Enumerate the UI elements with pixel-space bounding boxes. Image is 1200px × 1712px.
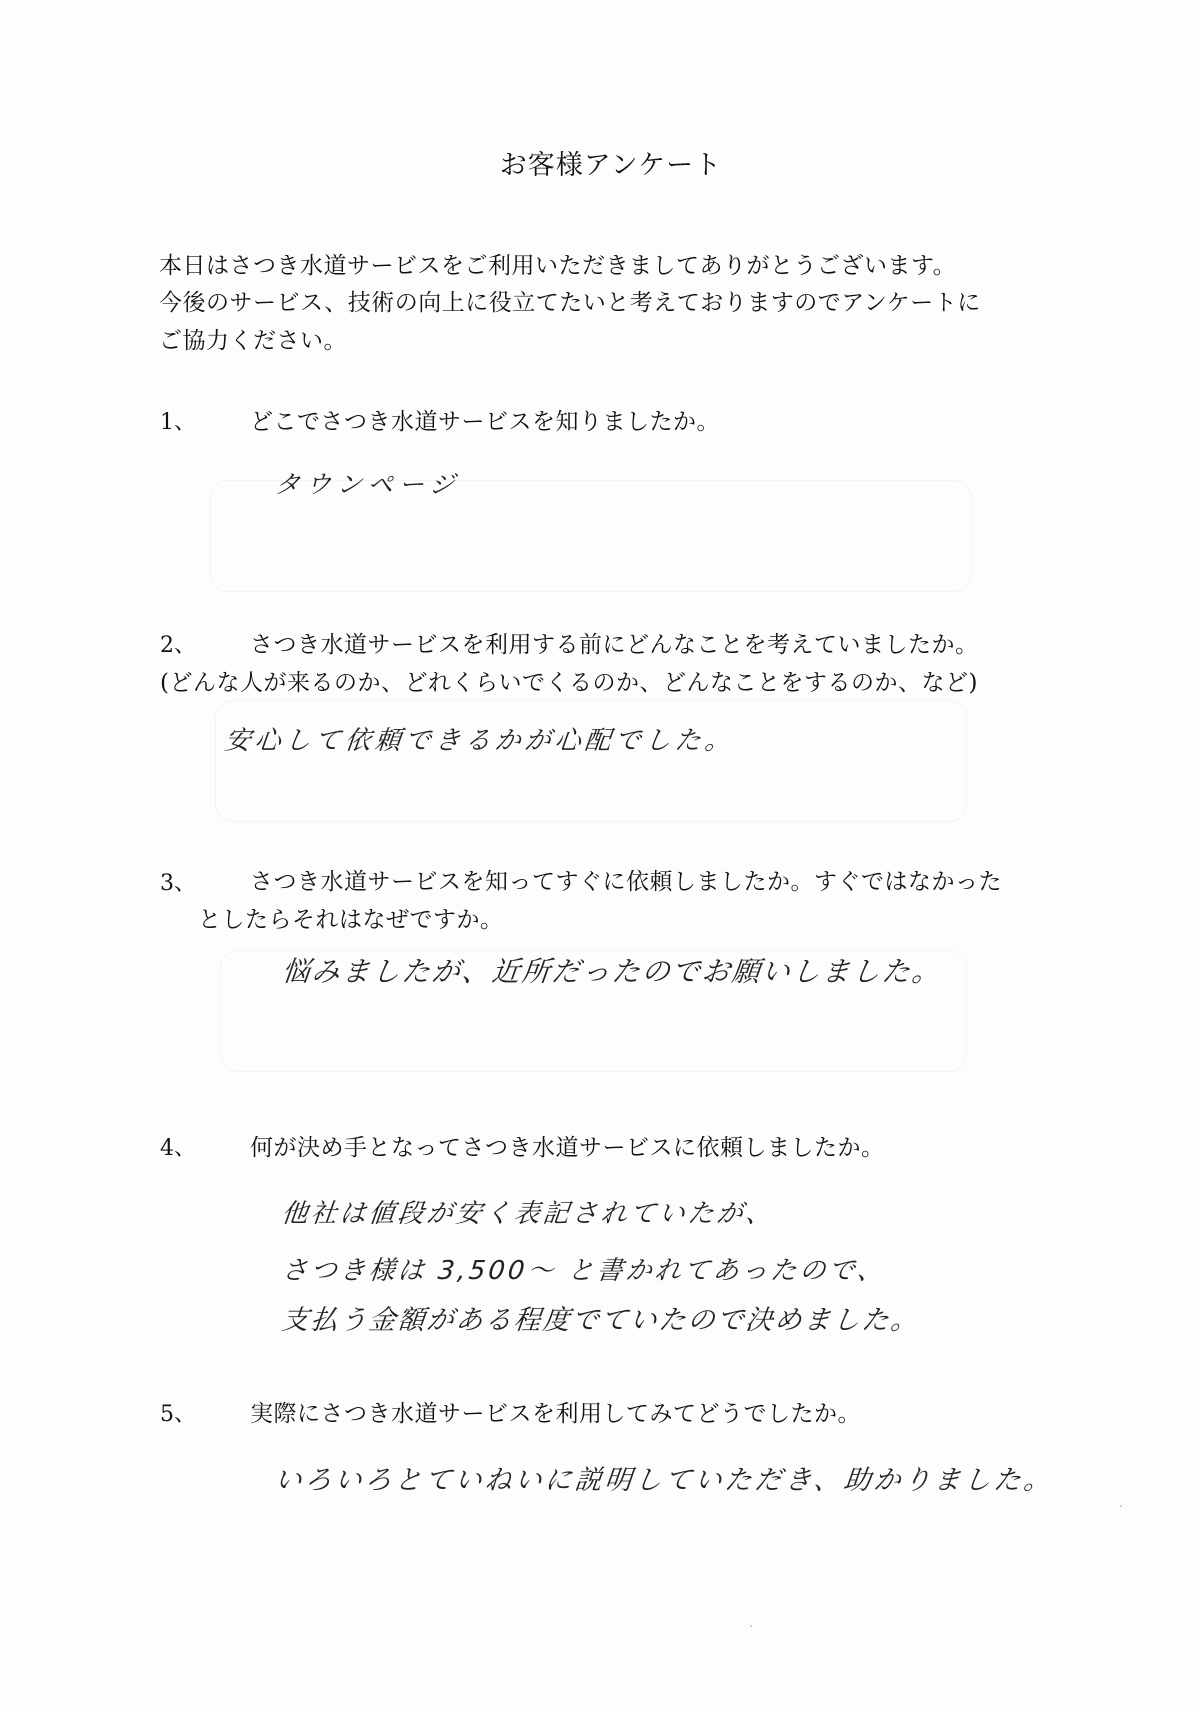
intro-line-3: ご協力ください。 [159, 328, 347, 354]
question-5-number: 5、 [160, 1402, 196, 1427]
question-3-text-line-1: さつき水道サービスを知ってすぐに依頼しましたか。すぐではなかった [250, 869, 1002, 895]
intro-line-2: 今後のサービス、技術の向上に役立てたいと考えておりますのでアンケートに [159, 290, 981, 316]
survey-title: お客様アンケート [499, 150, 723, 181]
question-4-answer-line-2: さつき様は 3,500～ と書かれてあったので、 [280, 1256, 888, 1286]
intro-line-1: 本日はさつき水道サービスをご利用いただきましてありがとうございます。 [159, 253, 957, 279]
question-2-answer: 安心して依頼できるかが心配でした。 [223, 726, 737, 756]
question-1-answer: タウンページ [273, 470, 462, 499]
question-5-answer: いろいろとていねいに説明していただき、助かりました。 [273, 1465, 1056, 1496]
question-2-text-line-1: さつき水道サービスを利用する前にどんなことを考えていましたか。 [250, 632, 979, 658]
question-4-answer-line-3: 支払う金額がある程度でていたので決めました。 [280, 1305, 922, 1336]
question-3-answer: 悩みましたが、近所だったのでお願いしました。 [280, 955, 944, 988]
scan-speck [750, 1625, 752, 1627]
question-3-number: 3、 [160, 871, 196, 896]
question-4-answer-line-1: 他社は値段が安く表記されていたが、 [280, 1199, 777, 1229]
bleed-through-box [215, 700, 967, 822]
question-1-number: 1、 [160, 410, 196, 435]
question-4-text: 何が決め手となってさつき水道サービスに依頼しましたか。 [250, 1135, 885, 1161]
question-2-text-line-2: (どんな人が来るのか、どれくらいでくるのか、どんなことをするのか、など) [160, 670, 978, 696]
question-1-text: どこでさつき水道サービスを知りましたか。 [250, 409, 720, 435]
question-3-text-line-2: としたらそれはなぜですか。 [198, 907, 504, 933]
question-5-text: 実際にさつき水道サービスを利用してみてどうでしたか。 [250, 1401, 861, 1427]
scan-speck [1120, 1505, 1122, 1507]
question-2-number: 2、 [160, 633, 196, 658]
question-4-number: 4、 [160, 1136, 196, 1161]
